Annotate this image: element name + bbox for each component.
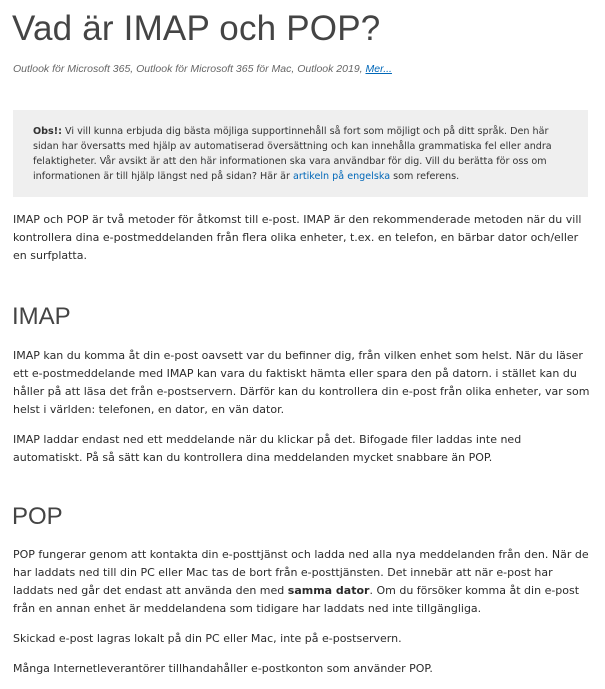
pop-paragraph-1-bold: samma dator (287, 584, 370, 597)
imap-paragraph-1: IMAP kan du komma åt din e-post oavsett var du befinner dig, från vilken enhet som helst. När du läser ett e-postmeddelande med IMAP kan vara du faktiskt hämta eller spara den på datorn. i stället kan du håller på att läsa det från e-postservern. Därför kan du kontrollera din e-post från olika enheter, var som helst i världen: telefonen, en dator, en vän dator. (13, 349, 590, 416)
pop-paragraph-2: Skickad e-post lagras lokalt på din PC eller Mac, inte på e-postservern. (13, 632, 402, 645)
english-article-link[interactable]: artikeln på engelska (293, 171, 391, 182)
applies-to-text: Outlook för Microsoft 365, Outlook för Microsoft 365 för Mac, Outlook 2019, (13, 63, 363, 75)
note-label: Obs!: (33, 126, 62, 137)
translation-note (13, 110, 588, 197)
note-text-end: som referens. (393, 171, 460, 182)
imap-paragraph-2: IMAP laddar endast ned ett meddelande när du klickar på det. Bifogade filer laddas inte ned automatiskt. På så sätt kan du kontrollera dina meddelanden mycket snabbare än POP. (13, 433, 522, 464)
applies-to (13, 63, 392, 75)
pop-paragraph-1-end: . Om du försöker komma åt din e-post från en annan enhet är meddelandena som tidigare har laddats ned inte tillgängliga. (13, 584, 580, 615)
more-link[interactable]: Mer... (365, 63, 392, 75)
pop-paragraph-3: Många Internetleverantörer tillhandahåller e-postkonton som använder POP. (13, 662, 433, 675)
pop-paragraph-1-start: POP fungerar genom att kontakta din e-posttjänst och ladda ned alla nya meddelanden från den. När de har laddats ned till din PC eller Mac tas de bort från e-posttjänsten. Det innebär att när e-post har laddats ned går det endast att använda den med (13, 548, 589, 597)
pop-heading: POP (12, 503, 63, 530)
imap-heading: IMAP (12, 303, 71, 330)
note-text: Vi vill kunna erbjuda dig bästa möjliga supportinnehåll så fort som möjligt och på ditt språk. Den här sidan har översatts med hjälp av automatiserad översättning och kan innehålla grammatiska fel eller andra felaktigheter. Vår avsikt är att den här informationen ska vara användbar för dig. Vill du berätta för oss om informationen är till hjälp längst ned på sidan? Här är (33, 126, 552, 182)
page-title: Vad är IMAP och POP? (12, 9, 381, 48)
intro-paragraph: IMAP och POP är två metoder för åtkomst till e-post. IMAP är den rekommenderade metoden när du vill kontrollera dina e-postmeddelanden från flera olika enheter, t.ex. en telefon, en bärbar dator och/eller en surfplatta. (13, 213, 582, 262)
pop-paragraph-1 (13, 546, 591, 618)
